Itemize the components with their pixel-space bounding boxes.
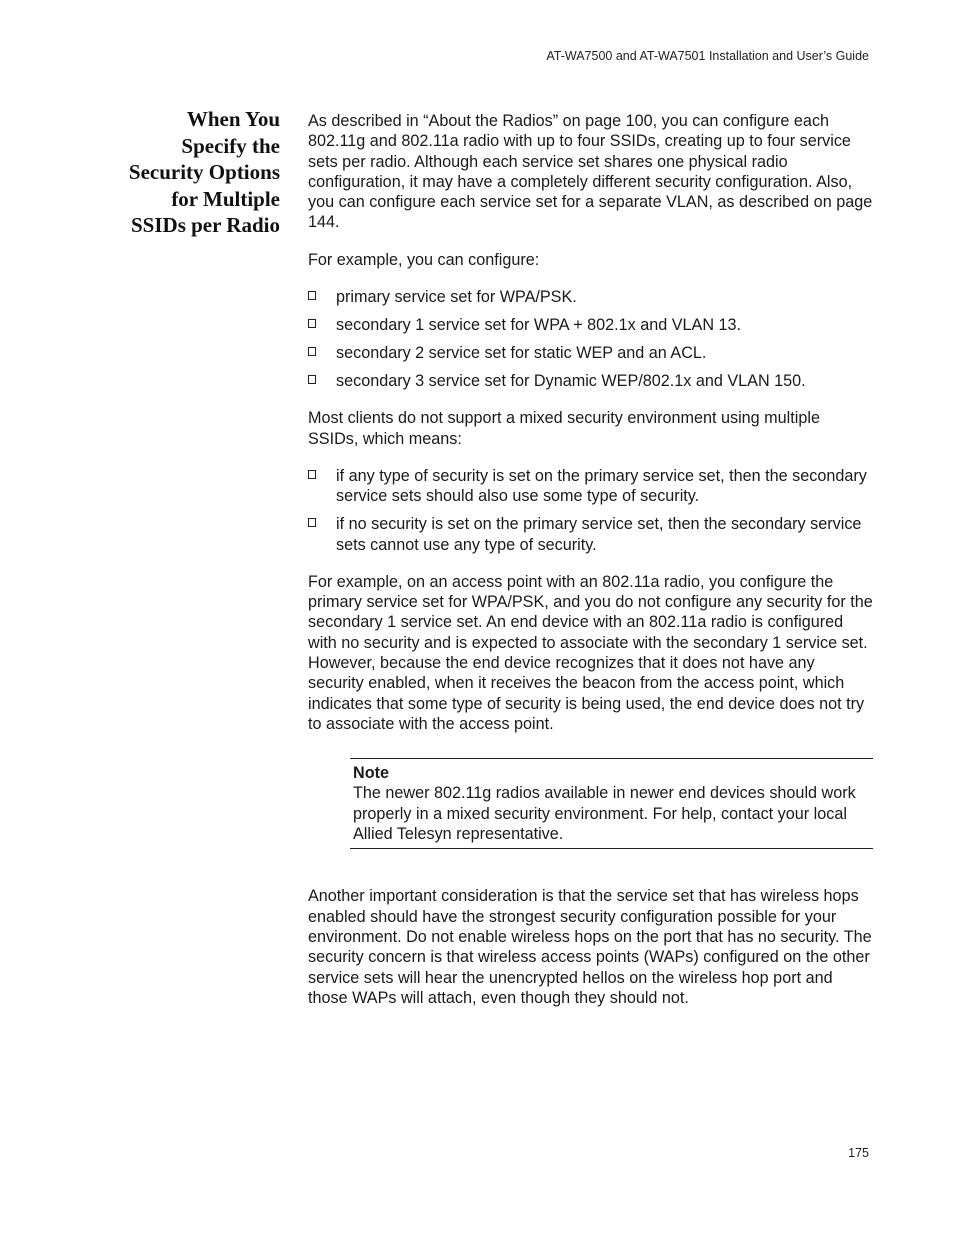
list-item-text: secondary 1 service set for WPA + 802.1x and VLAN 13.	[336, 316, 742, 335]
list-item-text: secondary 3 service set for Dynamic WEP/802.1x and VLAN 150.	[336, 372, 806, 391]
bullet-list	[308, 466, 873, 555]
list-item	[308, 287, 873, 307]
list-item-text: if no security is set on the primary service set, then the secondary service sets cannot use any type of security.	[336, 515, 862, 554]
list-item	[308, 466, 873, 507]
note-title: Note	[353, 764, 389, 783]
checkbox-bullet-icon	[308, 518, 316, 527]
section-heading-line: Security Options	[128, 160, 280, 184]
note-text: The newer 802.11g radios available in newer end devices should work properly in a mixed security environment. For help, contact your local Allied Telesyn representative.	[353, 784, 856, 844]
list-item-text: if any type of security is set on the primary service set, then the secondary service sets should also use some type of security.	[336, 466, 867, 506]
list-item	[308, 343, 873, 363]
checkbox-bullet-icon	[308, 319, 316, 328]
list-item	[308, 514, 873, 555]
paragraph: For example, on an access point with an 802.11a radio, you configure the primary service set for WPA/PSK, and you do not configure any security for the secondary 1 service set. An end device with an 802.11a radio is configured with no security and is expected to associate with the secondary 1 service set. However, because the end device recognizes that it does not have any security enabled, when it receives the beacon from the access point, which indicates that some type of security is being used, the end device does not try to associate with the access point.	[308, 572, 873, 733]
note-box	[350, 758, 873, 849]
running-header: AT-WA7500 and AT-WA7501 Installation and User’s Guide	[546, 49, 869, 63]
paragraph: Another important consideration is that the service set that has wireless hops enabled should have the strongest security configuration possible for your environment. Do not enable wireless hops on the port that has no security. The security concern is that wireless access points (WAPs) configured on the other service sets will hear the unencrypted hellos on the wireless hop port and those WAPs will attach, even though they should not.	[308, 887, 872, 1007]
page-number: 175	[848, 1146, 869, 1160]
section-heading-line: for Multiple	[171, 186, 280, 211]
list-item-text: secondary 2 service set for static WEP and an ACL.	[336, 344, 707, 363]
paragraph: As described in “About the Radios” on page 100, you can configure each 802.11g and 802.11a radio with up to four SSIDs, creating up to four service sets per radio. Although each service set shares one physical radio configuration, it may have a completely different security configuration. Also, you can configure each service set for a separate VLAN, as described on page 144.	[308, 112, 873, 232]
bullet-list	[308, 287, 873, 391]
section-heading-line: SSIDs per Radio	[131, 213, 280, 237]
body-text	[308, 111, 873, 1008]
paragraph: Most clients do not support a mixed security environment using multiple SSIDs, which means:	[308, 409, 820, 448]
checkbox-bullet-icon	[308, 291, 316, 300]
section-heading-line: Specify the	[181, 133, 280, 158]
list-item	[308, 371, 873, 391]
paragraph: For example, you can configure:	[308, 250, 540, 269]
checkbox-bullet-icon	[308, 470, 316, 479]
checkbox-bullet-icon	[308, 375, 316, 384]
list-item-text: primary service set for WPA/PSK.	[336, 288, 577, 307]
section-heading	[90, 106, 280, 239]
list-item	[308, 315, 873, 335]
checkbox-bullet-icon	[308, 347, 316, 356]
section-heading-line: When You	[186, 107, 280, 131]
